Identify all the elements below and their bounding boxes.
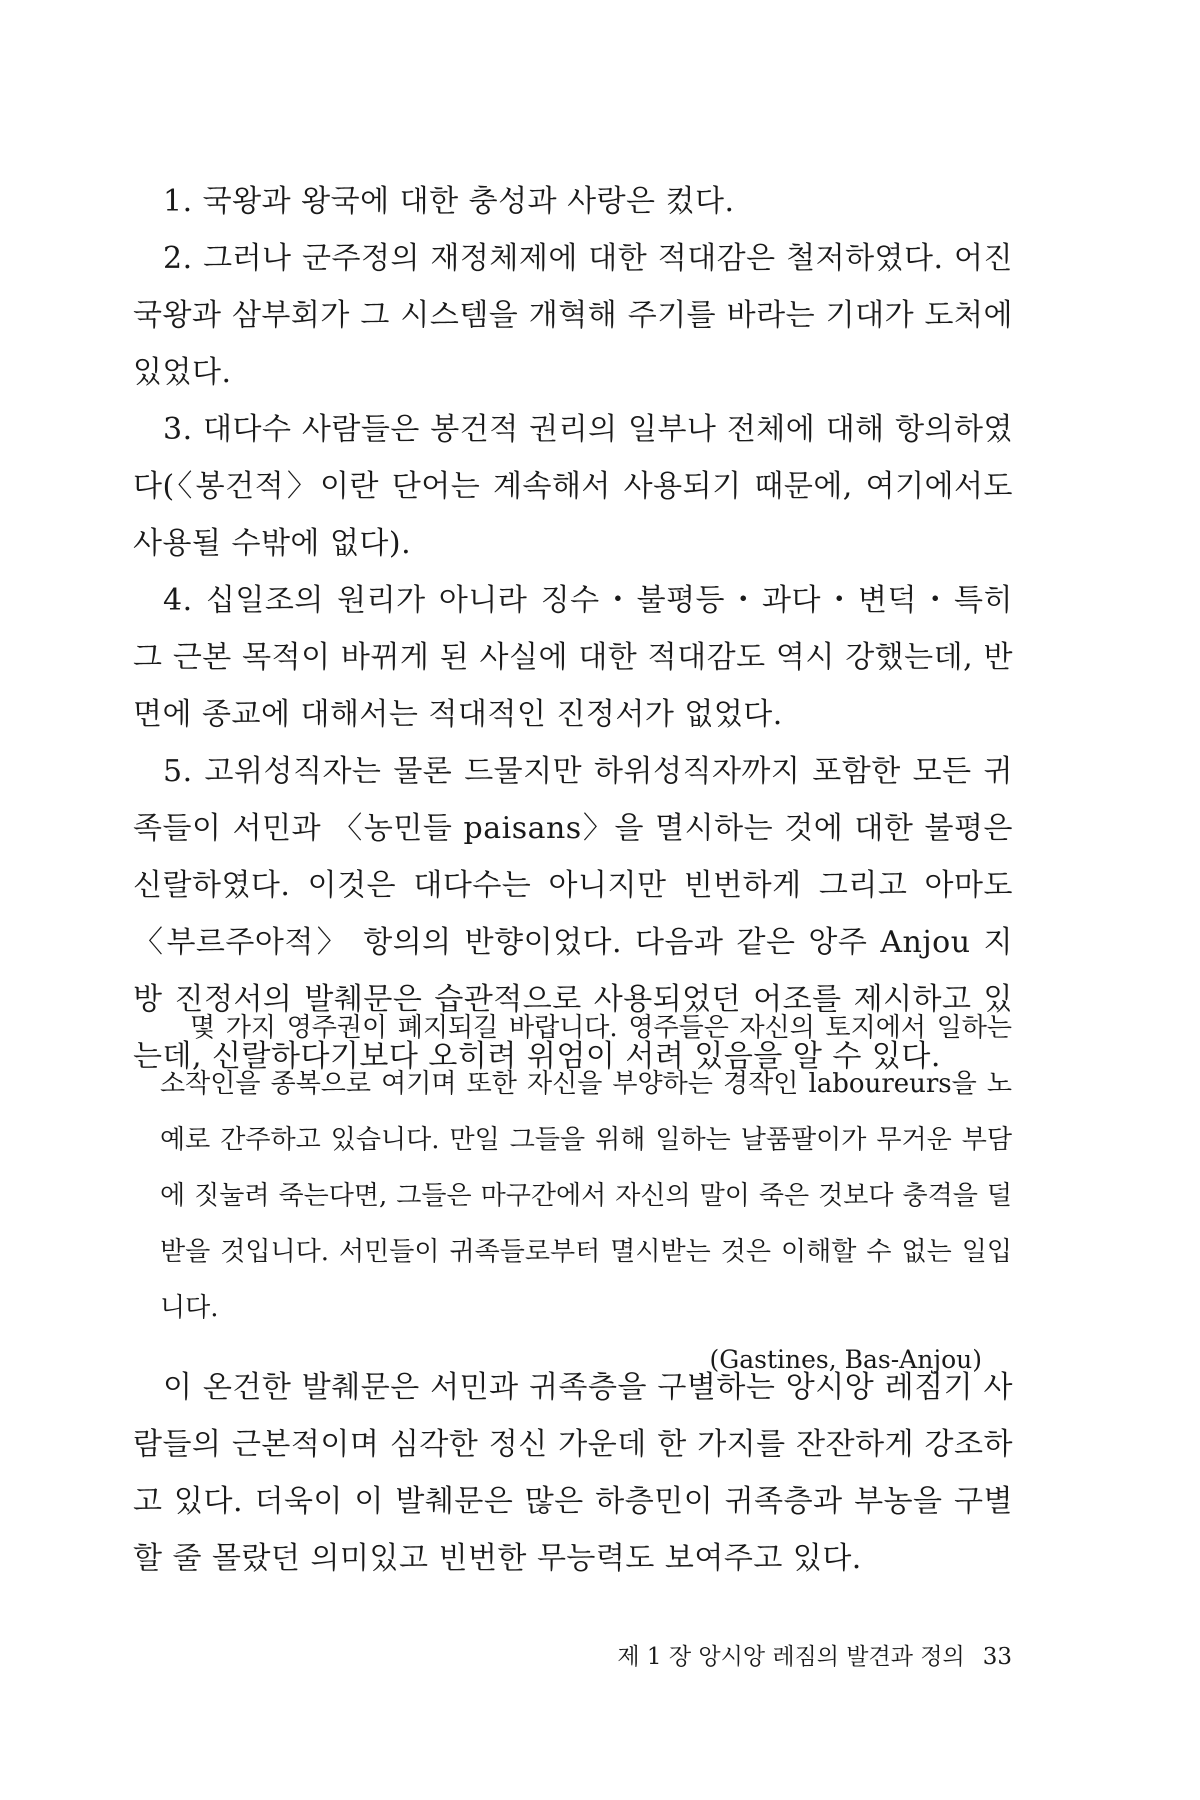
- running-footer-chapter: 제 1 장 앙시앙 레짐의 발견과 정의: [617, 1644, 965, 1670]
- page-footer: [600, 1640, 1012, 1674]
- block-quote: [160, 1000, 1012, 1384]
- closing-paragraph-block: [133, 1359, 1013, 1587]
- quote-text: 몇 가지 영주권이 폐지되길 바랍니다. 영주들은 자신의 토지에서 일하는 소작인을 종복으로 여기며 또한 자신을 부양하는 경작인 laboureurs을 노예로 간주하고 있습니다. 만일 그들을 위해 일하는 날품팔이가 무거운 부담에 짓눌려 죽는다면, 그들은 마구간에서 자신의 말이 죽은 것보다 충격을 덜 받을 것입니다. 서민들이 귀족들로부터 멸시받는 것은 이해할 수 없는 일입니다.: [160, 1013, 1012, 1323]
- list-item-3: 3. 대다수 사람들은 봉건적 권리의 일부나 전체에 대해 항의하였다(〈봉건적〉이란 단어는 계속해서 사용되기 때문에, 여기에서도 사용될 수밖에 없다).: [133, 412, 1013, 561]
- page-number: 33: [982, 1644, 1012, 1670]
- list-item-2: 2. 그러나 군주정의 재정체제에 대한 적대감은 철저하였다. 어진 국왕과 삼부회가 그 시스템을 개혁해 주기를 바라는 기대가 도처에 있었다.: [133, 241, 1013, 390]
- body-text: [133, 173, 1013, 1085]
- closing-paragraph: 이 온건한 발췌문은 서민과 귀족층을 구별하는 앙시앙 레짐기 사람들의 근본적이며 심각한 정신 가운데 한 가지를 잔잔하게 강조하고 있다. 더욱이 이 발췌문은 많은 하층민이 귀족층과 부농을 구별할 줄 몰랐던 의미있고 빈번한 무능력도 보여주고 있다.: [133, 1370, 1013, 1576]
- list-item-1: 1. 국왕과 왕국에 대한 충성과 사랑은 컸다.: [163, 184, 735, 219]
- list-item-5: 5. 고위성직자는 물론 드물지만 하위성직자까지 포함한 모든 귀족들이 서민과 〈농민들 paisans〉을 멸시하는 것에 대한 불평은 신랄하였다. 이것은 대다수는 아니지만 빈번하게 그리고 아마도 〈부르주아적〉 항의의 반향이었다. 다음과 같은 앙주 Anjou 지방 진정서의 발췌문은 습관적으로 사용되었던 어조를 제시하고 있는데, 신랄하다기보다 오히려 위엄이 서려 있음을 알 수 있다.: [133, 754, 1013, 1074]
- list-item-4: 4. 십일조의 원리가 아니라 징수・불평등・과다・변덕・특히 그 근본 목적이 바뀌게 된 사실에 대한 적대감도 역시 강했는데, 반면에 종교에 대해서는 적대적인 진정서가 없었다.: [133, 583, 1013, 732]
- quote-source: (Gastines, Bas-Anjou): [709, 1345, 982, 1374]
